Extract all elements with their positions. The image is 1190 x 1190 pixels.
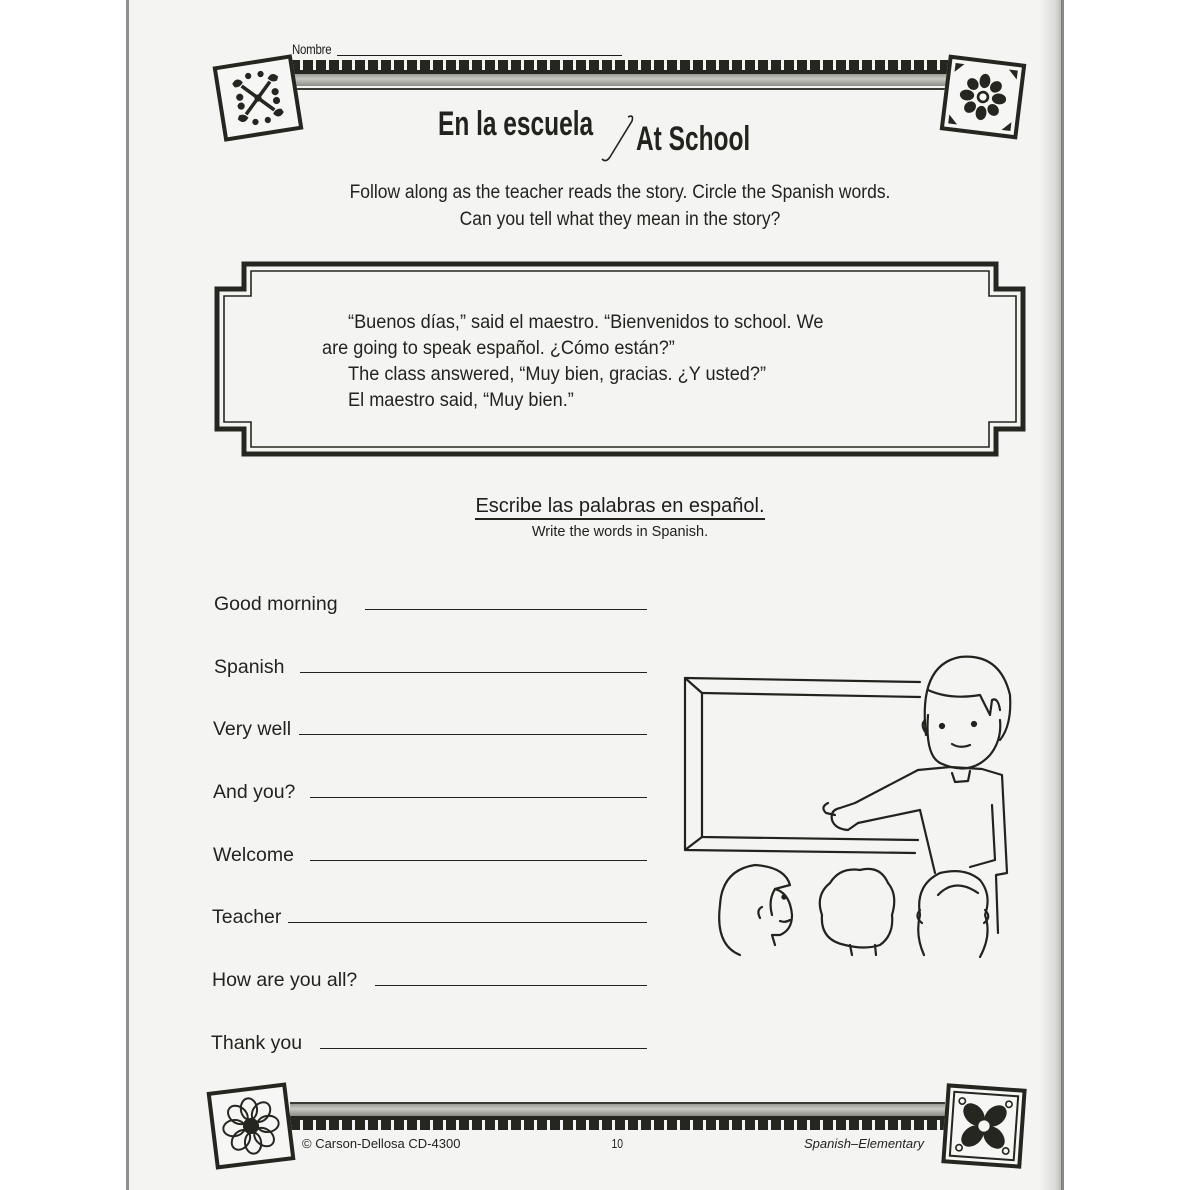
story-line: El maestro said, “Muy bien.” [348, 389, 574, 411]
story-line: “Buenos días,” said el maestro. “Bienvenidos to school. We [348, 311, 824, 333]
exercise-label: How are you all? [212, 969, 358, 991]
exercise-label: Welcome [213, 844, 294, 866]
exercise-row [211, 710, 651, 740]
instructions [280, 179, 961, 233]
exercise-label: Good morning [214, 593, 338, 615]
daisy-tile-icon [207, 1082, 296, 1169]
answer-line-very-well[interactable] [299, 734, 647, 736]
exercise-heading [290, 495, 950, 540]
exercise-label: Spanish [214, 656, 285, 678]
exercise-row [211, 648, 651, 678]
name-label: Nombre [292, 41, 332, 57]
exercise-label: And you? [213, 781, 296, 803]
exercise-row [211, 1024, 651, 1054]
exercise-heading-english: Write the words in Spanish. [531, 524, 709, 540]
exercise-label: Thank you [211, 1032, 303, 1054]
exercise-row [211, 585, 651, 615]
exercise-label: Teacher [212, 906, 282, 928]
series-label: Spanish–Elementary [804, 1136, 924, 1151]
answer-line-and-you[interactable] [310, 797, 647, 799]
answer-line-teacher[interactable] [288, 922, 647, 924]
footer-border-band [290, 1102, 945, 1132]
answer-line-how-are-you-all[interactable] [375, 985, 647, 987]
name-input-line[interactable] [337, 55, 622, 56]
answer-line-good-morning[interactable] [365, 609, 647, 611]
story-text [322, 309, 917, 413]
exercise-heading-spanish: Escribe las palabras en español. [475, 495, 764, 520]
page-number: 10 [611, 1136, 624, 1151]
scroll-ornament-tile-icon [213, 54, 304, 142]
title-english: At School [636, 120, 751, 158]
instructions-line-2: Can you tell what they mean in the story? [459, 209, 781, 230]
petal-cross-tile-icon [941, 1083, 1026, 1168]
title-spanish: En la escuela [438, 105, 594, 143]
answer-line-welcome[interactable] [310, 860, 647, 862]
story-line: The class answered, “Muy bien, gracias. ¿Y usted?” [348, 363, 767, 385]
exercise-row [211, 961, 651, 991]
answer-line-thank-you[interactable] [320, 1048, 647, 1050]
answer-line-spanish[interactable] [300, 672, 647, 674]
exercise-row [211, 898, 651, 928]
copyright-text: © Carson-Dellosa CD-4300 [302, 1136, 461, 1151]
exercise-label: Very well [213, 718, 292, 740]
title-swash-divider [598, 113, 638, 163]
teacher-classroom-illustration [680, 645, 1025, 960]
exercise-row [211, 773, 651, 803]
instructions-line-1: Follow along as the teacher reads the story. Circle the Spanish words. [349, 182, 891, 203]
header-border-band [290, 60, 955, 90]
flower-tile-icon [940, 55, 1027, 140]
story-line: are going to speak español. ¿Cómo están?” [322, 337, 675, 359]
exercise-row [211, 836, 651, 866]
